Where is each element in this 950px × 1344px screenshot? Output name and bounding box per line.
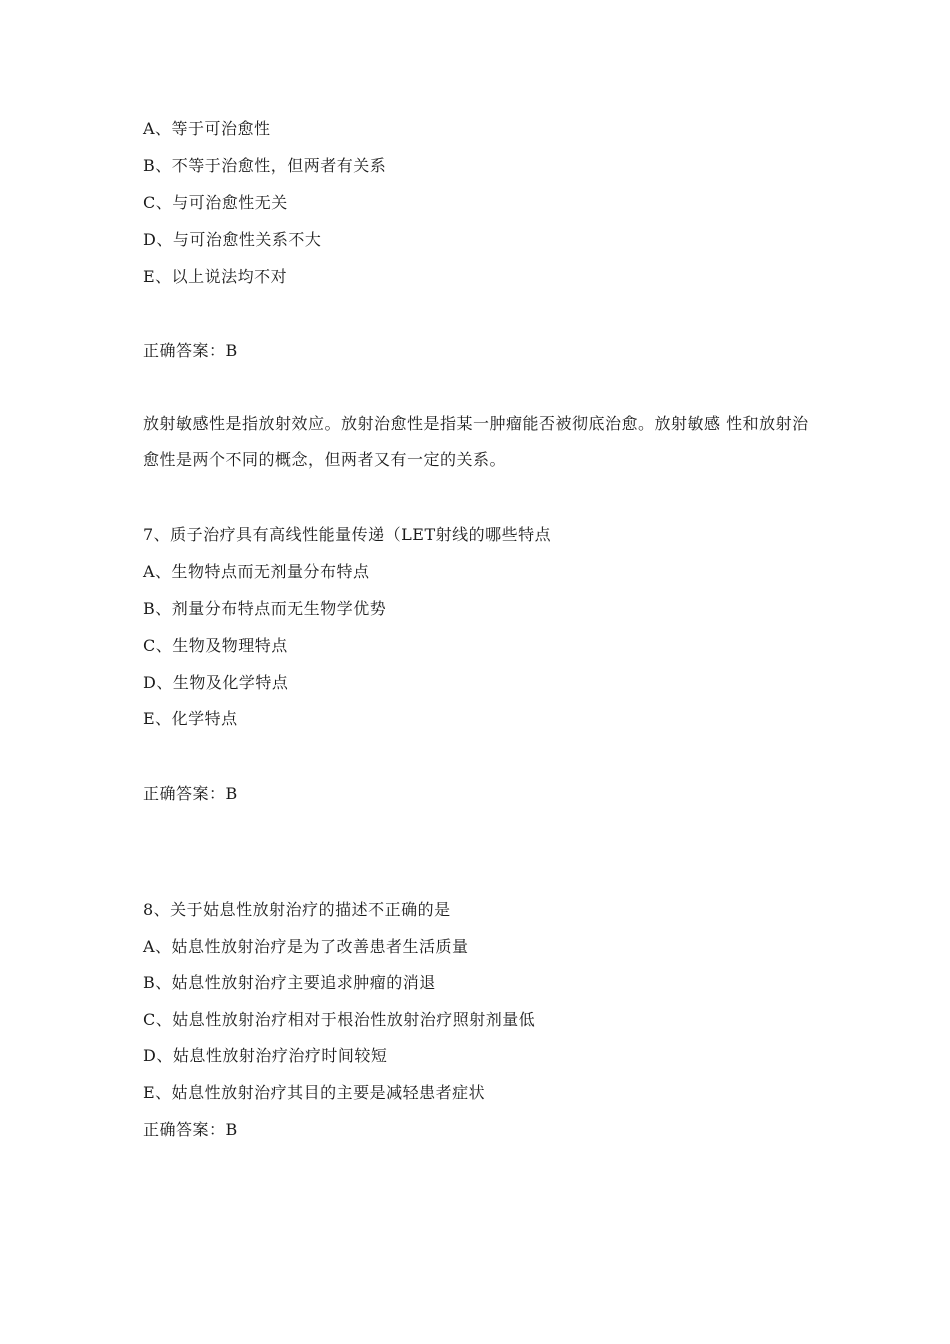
q7-option-e: E、化学特点 (143, 709, 238, 728)
q8-question: 8、关于姑息性放射治疗的描述不正确的是 (143, 900, 451, 919)
q8-option-c: C、姑息性放射治疗相对于根治性放射治疗照射剂量低 (143, 1010, 536, 1029)
q8-option-b: B、姑息性放射治疗主要追求肿瘤的消退 (143, 973, 436, 992)
q6-option-b: B、不等于治愈性，但两者有关系 (143, 156, 387, 175)
q6-explanation: 放射敏感性是指放射效应。放射治愈性是指某一肿瘤能否被彻底治愈。放射敏感 性和放射治愈性是两个不同的概念，但两者又有一定的关系。 (143, 414, 809, 469)
q6-option-e: E、以上说法均不对 (143, 267, 288, 286)
q7-option-c: C、生物及物理特点 (143, 636, 288, 655)
q6-option-a: A、等于可治愈性 (143, 119, 271, 138)
q7-question: 7、质子治疗具有高线性能量传递（LET射线的哪些特点 (143, 525, 552, 544)
q6-option-c: C、与可治愈性无关 (143, 193, 288, 212)
q7-option-d: D、生物及化学特点 (143, 673, 289, 692)
q6-answer: 正确答案：B (143, 341, 238, 360)
q7-option-a: A、生物特点而无剂量分布特点 (143, 562, 370, 581)
q7-answer: 正确答案：B (143, 784, 238, 803)
q8-option-d: D、姑息性放射治疗治疗时间较短 (143, 1046, 388, 1065)
q8-option-a: A、姑息性放射治疗是为了改善患者生活质量 (143, 937, 469, 956)
q8-option-e: E、姑息性放射治疗其目的主要是减轻患者症状 (143, 1083, 486, 1102)
q6-option-d: D、与可治愈性关系不大 (143, 230, 322, 249)
q8-answer: 正确答案：B (143, 1120, 238, 1139)
q7-option-b: B、剂量分布特点而无生物学优势 (143, 599, 387, 618)
